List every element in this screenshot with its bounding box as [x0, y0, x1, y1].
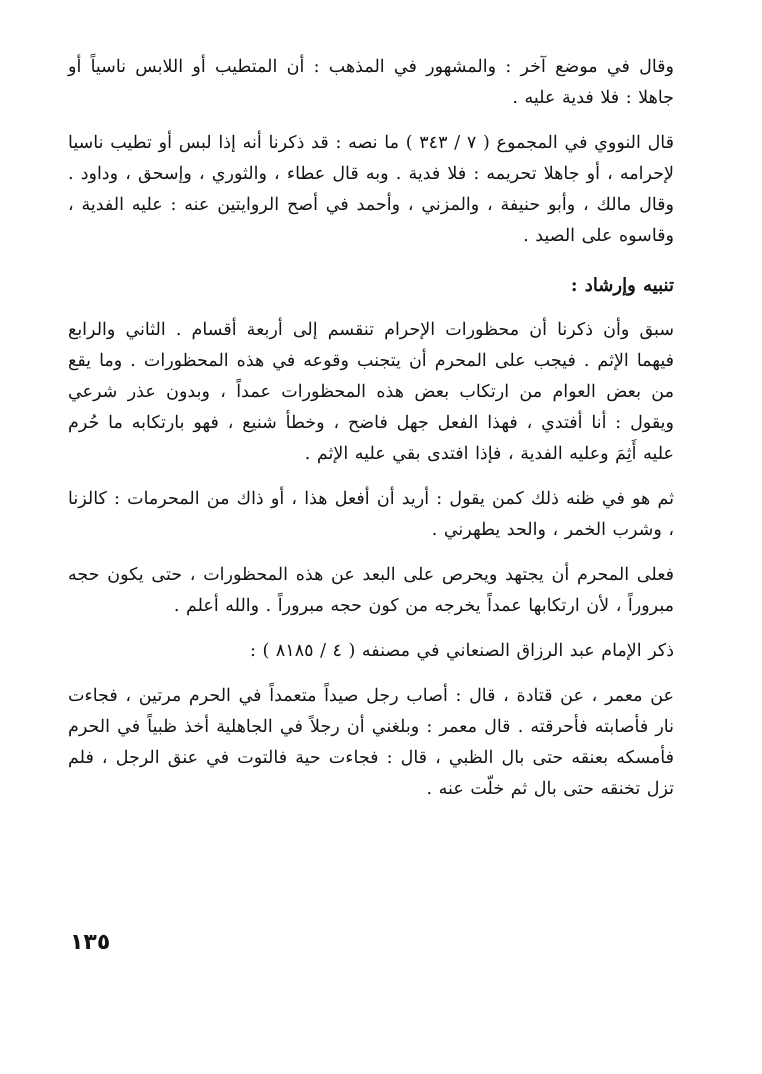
paragraph-3: سبق وأن ذكرنا أن محظورات الإحرام تنقسم إلى أربعة أقسام . الثاني والرابع فيهما الإثم . فيجب على المحرم أن يتجنب وقوعه في هذه المحظورات . وما يقع من بعض العوام من ارتكاب بعض هذه المحظورات عمداً ، وبدون عذر شرعي ويقول : أنا أفتدي ، فهذا الفعل جهل فاضح ، وخطأ شنيع ، فهو بارتكابه ما حُرم عليه أَثِمَ وعليه الفدية ، فإذا افتدى بقي عليه الإثم .: [68, 320, 674, 464]
paragraph-1: وقال في موضع آخر : والمشهور في المذهب : أن المتطيب أو اللابس ناسياً أو جاهلا : فلا فدية عليه .: [68, 57, 674, 108]
section-heading: تنبيه وإرشاد :: [570, 275, 674, 296]
paragraph-4: ثم هو في ظنه ذلك كمن يقول : أريد أن أفعل هذا ، أو ذاك من المحرمات : كالزنا ، وشرب الخمر ، والحد يطهرني .: [68, 489, 674, 540]
paragraph-5: فعلى المحرم أن يجتهد ويحرص على البعد عن هذه المحظورات ، حتى يكون حجه مبروراً ، لأن ارتكابها عمداً يخرجه من كون حجه مبروراً . والله أعلم .: [68, 565, 674, 616]
paragraph-citation: ذكر الإمام عبد الرزاق الصنعاني في مصنفه ( ٤ / ٨١٨٥ ) :: [250, 641, 674, 661]
page-number: ١٣٥: [70, 930, 111, 955]
main-text: [68, 52, 674, 805]
paragraph-narration: عن معمر ، عن قتادة ، قال : أصاب رجل صيداً متعمداً في الحرم مرتين ، فجاءت نار فأصابته فأحرقته . قال معمر : وبلغني أن رجلاً في الجاهلية أخذ ظبياً في الحرم فأمسكه بعنقه حتى بال الظبي ، قال : فجاءت حية فالتوت في عنق الرجل ، فلم تزل تخنقه حتى بال ثم خلّت عنه .: [68, 686, 674, 799]
paragraph-nawawi-quote: قال النووي في المجموع ( ٧ / ٣٤٣ ) ما نصه : قد ذكرنا أنه إذا لبس أو تطيب ناسيا لإحرامه ، أو جاهلا تحريمه : فلا فدية . وبه قال عطاء ، والثوري ، وإسحق ، وداود . وقال مالك ، وأبو حنيفة ، والمزني ، وأحمد في أصح الروايتين عنه : عليه الفدية ، وقاسوه على الصيد .: [68, 133, 674, 246]
